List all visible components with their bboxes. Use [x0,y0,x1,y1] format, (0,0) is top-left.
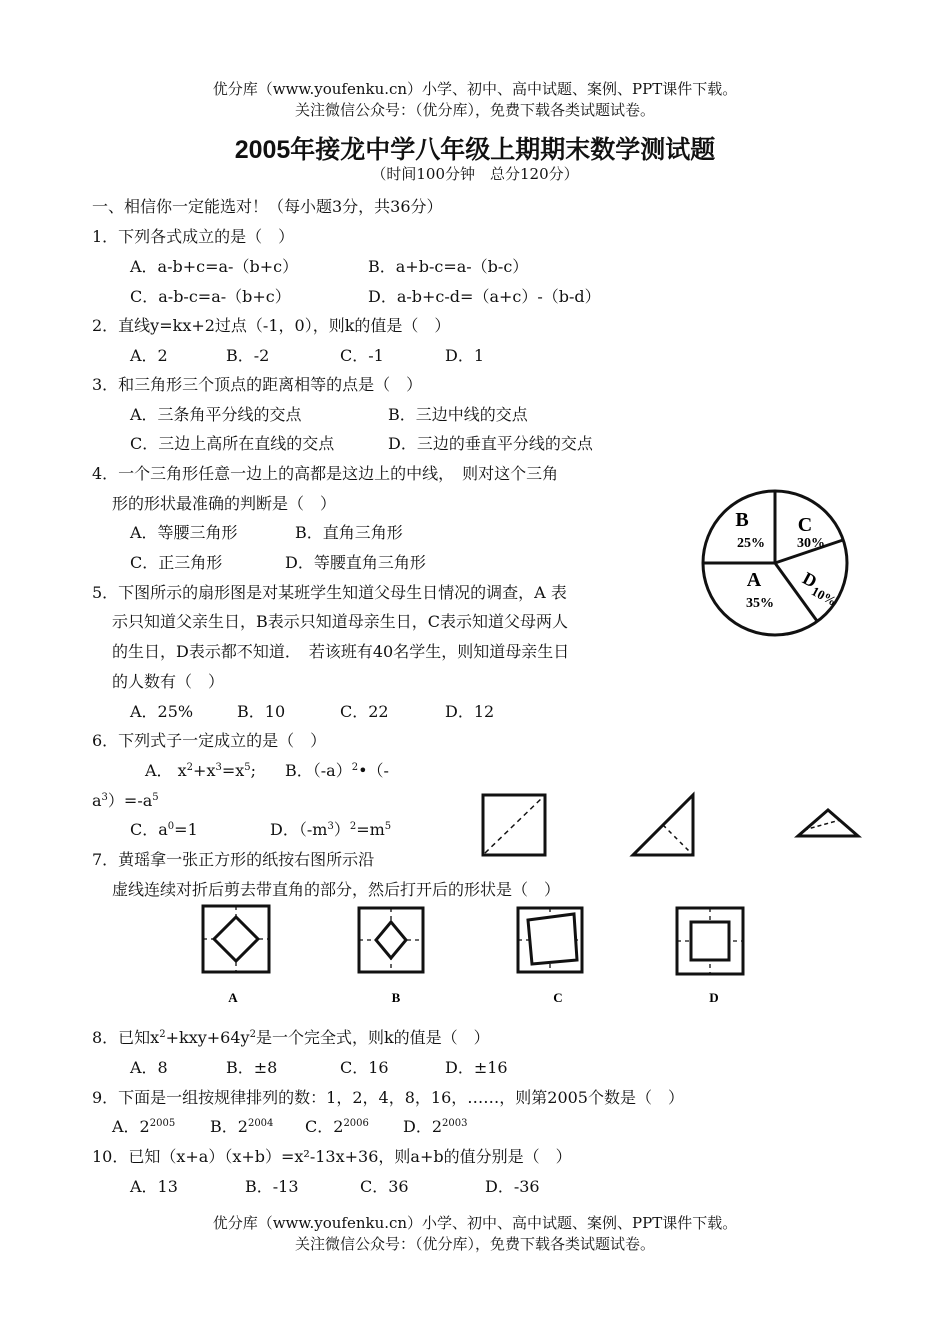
q3-stem: 3．和三角形三个顶点的距离相等的点是（ ） [92,375,423,394]
pie-label-d: D [799,567,821,592]
q6-option-d-label: D． [270,820,299,839]
q2-option-c: C．-1 [340,346,384,365]
pie-pct-b: 25% [737,536,765,551]
q9-option-d: D．$2^{2003}$ [403,1117,468,1136]
q7-line-2: 虚线连续对折后剪去带直角的部分，然后打开后的形状是（ ） [112,880,561,899]
q5-option-c: C．22 [340,702,389,721]
q3-option-d: D．三边的垂直平分线的交点 [388,434,593,453]
q2-stem: 2．直线y=kx+2过点（-1，0），则k的值是（ ） [92,316,451,335]
fold-step-1-crease [485,797,543,853]
opt-a-label: A [228,990,238,1005]
q2-option-b: B．-2 [226,346,270,365]
q3-option-b: B．三边中线的交点 [388,405,528,424]
q7-line-1: 7．黄瑶拿一张正方形的纸按右图所示沿 [92,850,375,869]
q5-option-a: A．25% [130,702,194,721]
pie-pct-c: 30% [797,536,825,551]
pie-label-b: B [735,509,749,531]
q4-line-2: 形的形状最准确的判断是（ ） [112,494,337,513]
q5-option-b: B．10 [237,702,286,721]
q10-option-b: B．-13 [245,1177,299,1196]
q6-option-c-label: C． [130,820,159,839]
q8-option-c: C．16 [340,1058,389,1077]
pie-chart-figure [698,488,858,638]
opt-b-cut-shape [376,922,406,958]
footer-line-1: 优分库（www.youfenku.cn）小学、初中、高中试题、案例、PPT课件下载。 [212,1214,738,1232]
q4-line-1: 4．一个三角形任意一边上的高都是这边上的中线， 则对这个三角 [92,464,559,483]
section-heading: 一、相信你一定能选对！（每小题3分，共36分） [92,197,443,216]
header-line-1: 优分库（www.youfenku.cn）小学、初中、高中试题、案例、PPT课件下载。 [212,80,738,98]
q9-stem: 9．下面是一组按规律排列的数：1，2，4，8，16，……，则第2005个数是（ ） [92,1088,684,1107]
q10-option-c: C．36 [360,1177,409,1196]
pie-label-a: A [746,569,762,591]
q5-line-4: 的人数有（ ） [112,672,225,691]
q6-option-b: B．$(-a)^2•(-$ [285,761,389,780]
q10-option-a: A．13 [130,1177,178,1196]
opt-b-label: B [391,990,401,1005]
q8-stem: 8．已知$x^2+kxy+64y^2$是一个完全式，则k的值是（ ） [92,1028,490,1047]
q6-option-a: A． $x^2+x^3=x^5$; [145,761,257,780]
q2-option-a: A．2 [130,346,168,365]
q1-option-c: C．a-b-c=a-（b+c） [130,287,291,306]
q4-option-d: D．等腰直角三角形 [285,553,426,572]
q5-line-3: 的生日，D表示都不知道． 若该班有40名学生，则知道母亲生日 [112,642,570,661]
q3-option-c: C．三边上高所在直线的交点 [130,434,335,453]
q6-stem: 6．下列式子一定成立的是（ ） [92,731,327,750]
q1-option-a: A．a-b+c=a-（b+c） [130,257,299,276]
opt-c-cut-shape [528,914,577,964]
q8-option-b: B．±8 [226,1058,278,1077]
q6-option-b-continued: $a^3)=-a^5$ [92,791,159,810]
q4-option-c: C．正三角形 [130,553,223,572]
q8-option-a: A．8 [130,1058,168,1077]
q10-stem: 10．已知（x+a）（x+b）=x²-13x+36，则a+b的值分别是（ ） [92,1147,572,1166]
q1-option-d: D．a-b+c-d=（a+c）-（b-d） [368,287,601,306]
fold-step-2-crease [663,825,693,855]
q7-answer-options-figure [195,902,755,1012]
q4-option-a: A．等腰三角形 [130,523,238,542]
opt-d-label: D [709,990,719,1005]
q6-option-d: D．$(-m^3)^2=m^5$ [270,820,392,839]
folding-steps-figure [478,790,868,862]
q9-option-a: A．$2^{2005}$ [112,1117,176,1136]
pie-pct-d: 10% [809,583,840,609]
footer-line-2: 关注微信公众号：（优分库），免费下载各类试题试卷。 [294,1235,655,1253]
q5-line-1: 5．下图所示的扇形图是对某班学生知道父母生日情况的调查，A 表 [92,583,567,602]
q6-option-c: C．$a^0=1$ [130,820,198,839]
q9-option-b: B．$2^{2004}$ [210,1117,274,1136]
q8-option-d: D．±16 [445,1058,508,1077]
q5-line-2: 示只知道父亲生日，B表示只知道母亲生日，C表示知道父母两人 [112,612,569,631]
header-line-2: 关注微信公众号：（优分库），免费下载各类试题试卷。 [294,101,655,119]
q5-option-d: D．12 [445,702,495,721]
page-subtitle: （时间100分钟 总分120分） [371,165,579,183]
q10-option-d: D．-36 [485,1177,540,1196]
q2-option-d: D．1 [445,346,485,365]
q1-stem: 1．下列各式成立的是（ ） [92,227,295,246]
pie-pct-a: 35% [746,596,774,611]
q1-option-b: B．a+b-c=a-（b-c） [368,257,529,276]
opt-d-cut-shape [691,922,729,960]
q4-option-b: B．直角三角形 [295,523,403,542]
q6-option-a-label: A． [145,761,173,780]
pie-label-c: C [797,514,813,536]
opt-c-label: C [553,990,563,1005]
q6-option-b-label: B． [285,761,313,780]
page-title: 2005年接龙中学八年级上期期末数学测试题 [234,136,716,164]
opt-a-cut-shape [214,917,258,961]
q9-option-c: C．$2^{2006}$ [305,1117,369,1136]
q3-option-a: A．三条角平分线的交点 [130,405,302,424]
